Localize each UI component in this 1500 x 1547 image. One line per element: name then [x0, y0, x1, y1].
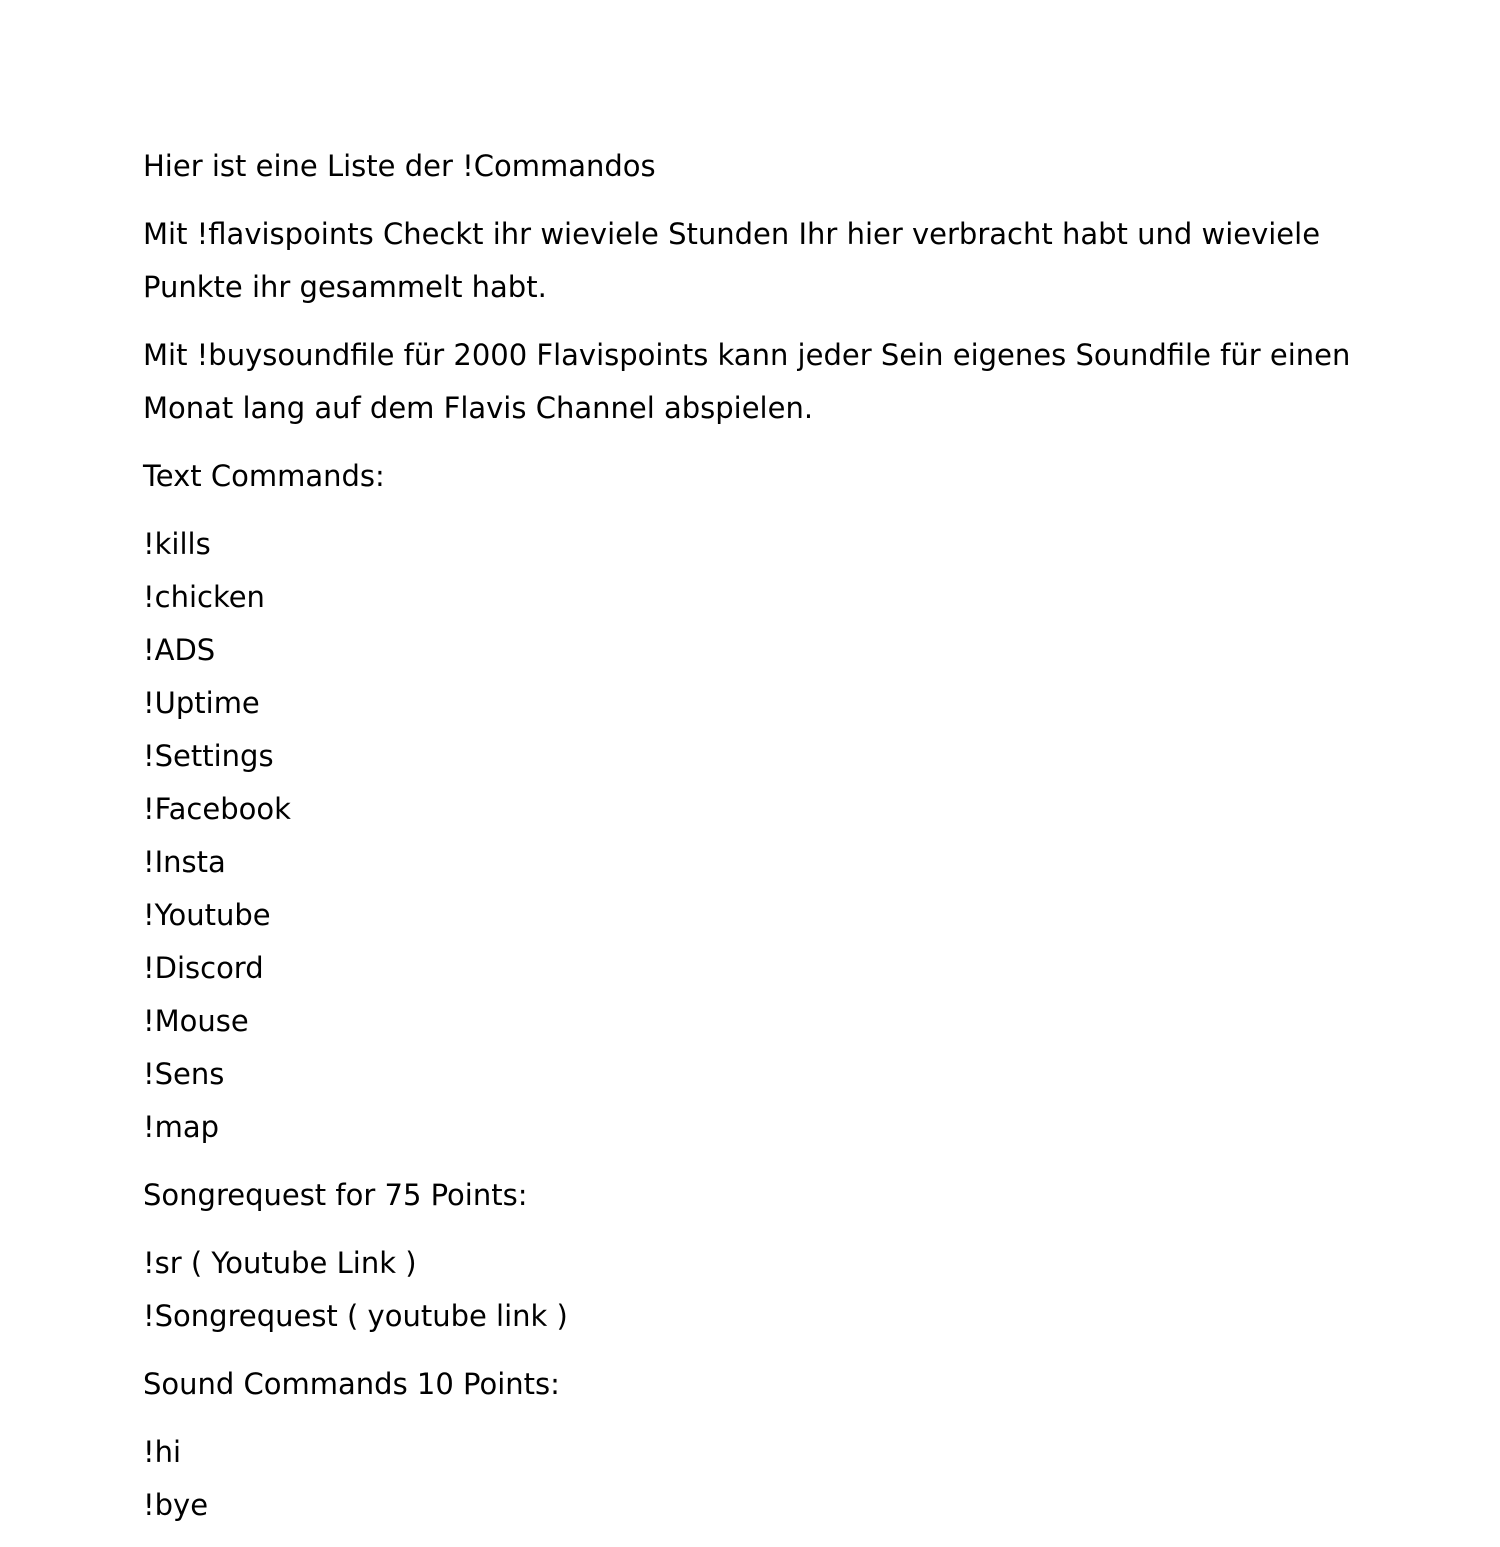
list-item: !Settings	[143, 739, 274, 773]
list-item: !Facebook	[143, 792, 291, 826]
list-item: !map	[143, 1110, 220, 1144]
list-item: !Songrequest ( youtube link )	[143, 1299, 568, 1333]
list-item: !Discord	[143, 951, 264, 985]
list-item: !Mouse	[143, 1004, 249, 1038]
list-item: !kills	[143, 527, 211, 561]
sound-commands-heading: Sound Commands 10 Points:	[143, 1367, 560, 1401]
list-item: !Youtube	[143, 898, 271, 932]
document-page	[143, 140, 1363, 1547]
list-item: !sr ( Youtube Link )	[143, 1246, 417, 1280]
buysoundfile-paragraph: Mit !buysoundfile für 2000 Flavispoints kann jeder Sein eigenes Soundfile für einen Monat lang auf dem Flavis Channel abspielen.	[143, 338, 1351, 425]
list-item: !chicken	[143, 580, 265, 614]
list-item: !Insta	[143, 845, 226, 879]
list-item: !Sens	[143, 1057, 225, 1091]
text-commands-heading: Text Commands:	[143, 459, 385, 493]
songrequest-list	[143, 1237, 1363, 1343]
intro-text: Hier ist eine Liste der !Commandos	[143, 149, 656, 183]
text-commands-list	[143, 518, 1363, 1154]
flavispoints-paragraph: Mit !flavispoints Checkt ihr wieviele Stunden Ihr hier verbracht habt und wieviele Punkte ihr gesammelt habt.	[143, 217, 1321, 304]
songrequest-heading: Songrequest for 75 Points:	[143, 1178, 528, 1212]
sound-commands-list	[143, 1426, 1363, 1532]
list-item: !bye	[143, 1488, 209, 1522]
list-item: !ADS	[143, 633, 216, 667]
list-item: !Uptime	[143, 686, 260, 720]
list-item: !hi	[143, 1435, 182, 1469]
